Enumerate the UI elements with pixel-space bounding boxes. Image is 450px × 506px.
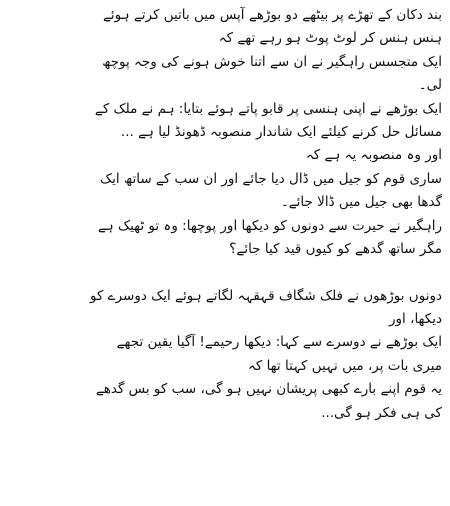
text-line: ایک متجسس راہگیر نے ان سے اتنا خوش ہونے کی وجہ پوچھ [102, 53, 442, 70]
text-line: بند دکان کے تھڑے پر بیٹھے دو بوڑھے آپس میں باتیں کرتے ہوئے [103, 7, 442, 23]
text-line: مسائل حل کرنے کیلئے ایک شاندار منصوبہ ڈھونڈ لیا ہے ... [120, 123, 442, 140]
text-line: ساری قوم کو جیل میں ڈال دیا جائے اور ان سب کے ساتھ ایک [100, 170, 442, 187]
text-line: ایک بوڑھے نے دوسرے سے کہا: دیکھا رحیمے! آگیا یقین تجھے [116, 334, 442, 351]
text-line: یہ قوم اپنے بارے کبھی پریشان نہیں ہو گی، سب کو بس گدھے [95, 381, 442, 398]
text-line: دونوں بوڑھوں نے فلک شگاف قہقہہ لگاتے ہوئے ایک دوسرے کو [89, 287, 442, 304]
text-line: میری بات پر، میں نہیں کہتا تھا کہ [247, 357, 442, 374]
text-line: گدھا بھی جیل میں ڈالا جائے۔ [280, 194, 442, 211]
text-line: کی ہی فکر ہو گی... [321, 404, 442, 421]
text-line: دیکھا، اور [389, 311, 442, 328]
text-line: اور وہ منصوبہ یہ ہے کہ [305, 147, 442, 164]
text-line: لی۔ [418, 77, 442, 94]
text-line: ایک بوڑھے نے اپنی ہنسی پر قابو پاتے ہوئے بتایا: ہم نے ملک کے [94, 100, 442, 117]
text-line: ہنس ہنس کر لوٹ پوٹ ہو رہے تھے کہ [218, 30, 442, 47]
text-line: مگر ساتھ گدھے کو کیوں قید کیا جائے؟ [229, 240, 442, 257]
paragraph-gap [8, 261, 442, 284]
text-line: راہگیر نے حیرت سے دونوں کو دیکھا اور پوچھا: وہ تو ٹھیک ہے [97, 217, 442, 234]
